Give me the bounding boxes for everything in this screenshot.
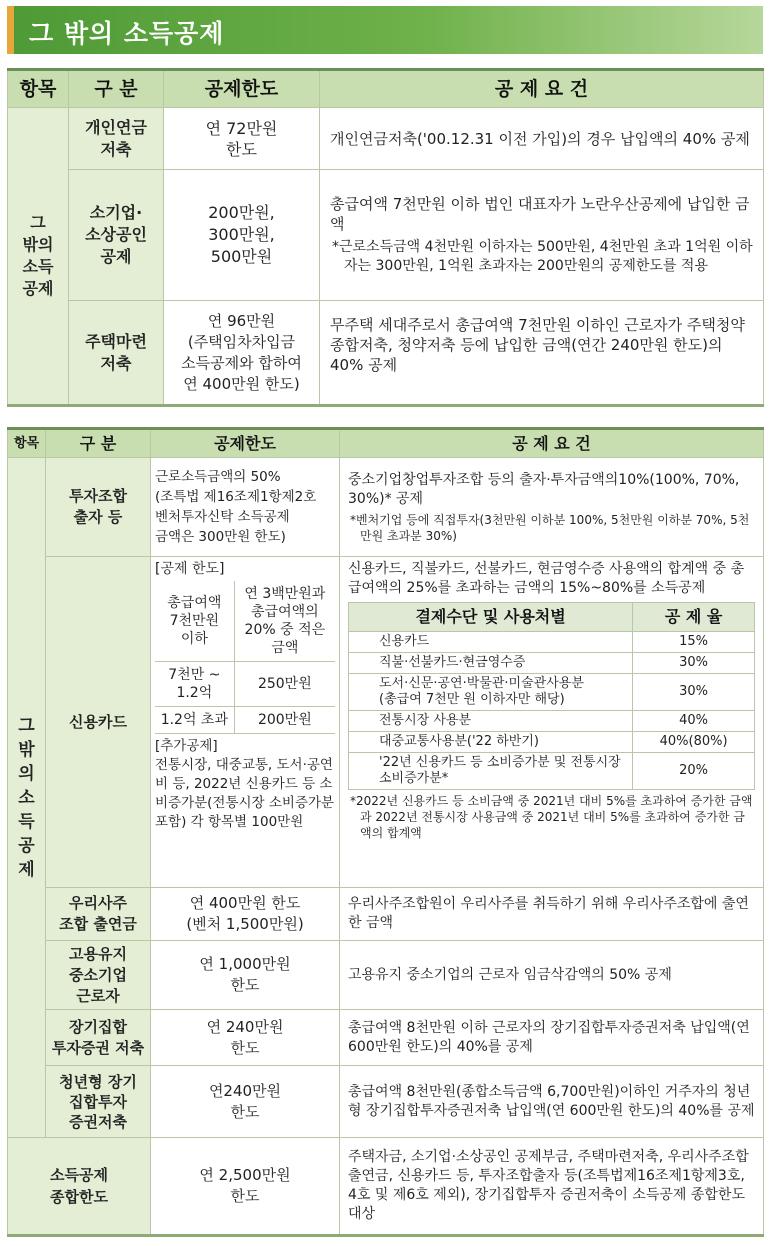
row-category: 주택마련 저축: [69, 301, 164, 406]
rate-row: [349, 753, 755, 790]
header-requirement: 공 제 요 건: [320, 70, 764, 108]
rate-row: [349, 653, 755, 674]
header-item: 항목: [8, 70, 69, 108]
row-requirement: [340, 1138, 764, 1236]
row-category: 개인연금 저축: [69, 108, 164, 170]
banner-accent: [7, 6, 14, 54]
table-row: [8, 1066, 764, 1138]
rate-header-rate: 공 제 율: [633, 603, 755, 632]
header-item: 항목: [8, 429, 46, 458]
row-limit: 연 96만원 (주택임차차입금 소득공제와 합하여 연 400만원 한도): [164, 301, 320, 406]
rate-row: [349, 632, 755, 653]
row-requirement: [340, 941, 764, 1010]
row-limit: 근로소득금액의 50% (조특법 제16조제1항제2호 벤처투자신탁 소득공제 금액은 300만원 한도): [151, 458, 340, 557]
row-requirement: [320, 108, 764, 170]
rate-value: 15%: [633, 632, 755, 653]
rate-row: [349, 732, 755, 753]
header-category: 구 분: [46, 429, 151, 458]
card-limit-row: [155, 581, 335, 662]
row-requirement: [340, 557, 764, 888]
row-limit: 연240만원 한도: [151, 1066, 340, 1138]
row-category: 소득공제 종합한도: [8, 1138, 151, 1236]
rate-value: 30%: [633, 653, 755, 674]
header-requirement: 공 제 요 건: [340, 429, 764, 458]
deduction-table-2: [7, 427, 764, 1237]
rate-header-method: 결제수단 및 사용처별: [349, 603, 633, 632]
card-limit-table: [155, 581, 335, 734]
card-limit-row: [155, 662, 335, 707]
table-header-row: [8, 70, 764, 108]
rate-method: 직불·선불카드·현금영수증: [349, 653, 633, 674]
row-category: 우리사주 조합 출연금: [46, 888, 151, 941]
table-row: [8, 301, 764, 406]
card-limit-range: 총급여액 7천만원 이하: [155, 581, 234, 662]
card-limit-row: [155, 707, 335, 734]
requirement-note: *2022년 신용카드 등 소비금액 중 2021년 대비 5%를 초과하여 증가한 금액과 2022년 전통시장 사용금액 중 2021년 대비 5%를 초과하여 증가한 금액의 합계액: [350, 794, 753, 840]
card-extra-deduction: [추가공제] 전통시장, 대중교통, 도서·공연비 등, 2022년 신용카드 등 소비증가분(전통시장 소비증가분 포함) 각 항목별 100만원: [155, 738, 335, 830]
table-row: [8, 888, 764, 941]
header-category: 구 분: [69, 70, 164, 108]
row-limit: 연 2,500만원 한도: [151, 1138, 340, 1236]
card-limit-range: 7천만 ~ 1.2억: [155, 662, 234, 707]
rate-method: '22년 신용카드 등 소비증가분 및 전통시장 소비증가분*: [349, 753, 633, 790]
row-requirement: [320, 301, 764, 406]
side-label: [8, 108, 69, 406]
requirement-text: 고용유지 중소기업의 근로자 임금삭감액의 50% 공제: [348, 966, 672, 983]
rate-value: 40%: [633, 711, 755, 732]
card-limit-amount: 연 3백만원과 총급여액의 20% 중 적은 금액: [234, 581, 335, 662]
deduction-table-1: [7, 68, 764, 407]
row-limit: 연 72만원 한도: [164, 108, 320, 170]
rate-table: [348, 602, 755, 790]
table-header-row: [8, 429, 764, 458]
row-requirement: [340, 1066, 764, 1138]
card-limit-range: 1.2억 초과: [155, 707, 234, 734]
row-category: 소기업· 소상공인 공제: [69, 170, 164, 301]
row-limit: 연 240만원 한도: [151, 1010, 340, 1066]
requirement-text: 중소기업창업투자조합 등의 출자·투자금액의10%(100%, 70%, 30%)* 공제: [348, 471, 740, 507]
row-category: 장기집합 투자증권 저축: [46, 1010, 151, 1066]
rate-method: 대중교통사용분('22 하반기): [349, 732, 633, 753]
row-requirement: [340, 458, 764, 557]
row-requirement: [340, 888, 764, 941]
rate-method: 신용카드: [349, 632, 633, 653]
side-label: [8, 458, 46, 1138]
row-category: 신용카드: [46, 557, 151, 888]
requirement-note: *벤처기업 등에 직접투자(3천만원 이하분 100%, 5천만원 이하분 70%, 5천만원 초과분 30%): [350, 512, 750, 543]
card-limit-cell: [151, 557, 340, 888]
rate-value: 20%: [633, 753, 755, 790]
table-row: [8, 557, 764, 888]
section-banner: [7, 6, 763, 54]
table-row: [8, 108, 764, 170]
table-row: [8, 458, 764, 557]
row-requirement: [320, 170, 764, 301]
rate-method: 도서·신문·공연·박물관·미술관사용분 (총급여 7천만 원 이하자만 해당): [349, 674, 633, 711]
table-row-total: [8, 1138, 764, 1236]
side-label-text: 그 밖의 소득 공제: [22, 213, 54, 298]
requirement-text: 주택자금, 소기업·소상공인 공제부금, 주택마련저축, 우리사주조합 출연금, 신용카드 등, 투자조합출자 등(조특법제16조제1항제3호, 4호 및 제6호 제외), 장기집합투자 증권저축이 소득공제 종합한도 대상: [348, 1149, 749, 1222]
row-category: 고용유지 중소기업 근로자: [46, 941, 151, 1010]
rate-row: [349, 711, 755, 732]
table-row: [8, 170, 764, 301]
header-limit: 공제한도: [151, 429, 340, 458]
card-limit-title: [공제 한도]: [155, 561, 225, 577]
rate-header-row: [349, 603, 755, 632]
header-limit: 공제한도: [164, 70, 320, 108]
requirement-text: 총급여액 7천만원 이하 법인 대표자가 노란우산공제에 납입한 금액: [330, 195, 750, 233]
side-label-text: 그 밖 의 소 득 공 제: [18, 715, 35, 880]
table-row: [8, 1010, 764, 1066]
card-limit-amount: 250만원: [234, 662, 335, 707]
card-limit-amount: 200만원: [234, 707, 335, 734]
page-title: 그 밖의 소득공제: [29, 19, 225, 48]
row-limit: 200만원, 300만원, 500만원: [164, 170, 320, 301]
requirement-text: 신용카드, 직불카드, 선불카드, 현금영수증 사용액의 합계액 중 총급여액의 25%를 초과하는 금액의 15%~80%를 소득공제: [348, 561, 745, 596]
row-category: 투자조합 출자 등: [46, 458, 151, 557]
row-limit: 연 400만원 한도 (벤처 1,500만원): [151, 888, 340, 941]
requirement-text: 우리사주조합원이 우리사주를 취득하기 위해 우리사주조합에 출연한 금액: [348, 896, 749, 931]
requirement-text: 개인연금저축('00.12.31 이전 가입)의 경우 납입액의 40% 공제: [330, 129, 750, 148]
table-row: [8, 941, 764, 1010]
rate-row: [349, 674, 755, 711]
row-requirement: [340, 1010, 764, 1066]
requirement-text: 총급여액 8천만원 이하 근로자의 장기집합투자증권저축 납입액(연 600만원 한도)의 40%를 공제: [348, 1019, 750, 1055]
rate-value: 40%(80%): [633, 732, 755, 753]
rate-value: 30%: [633, 674, 755, 711]
requirement-text: 무주택 세대주로서 총급여액 7천만원 이하인 근로자가 주택청약종합저축, 청약저축 등에 납입한 금액(연간 240만원 한도)의 40% 공제: [330, 316, 745, 374]
row-limit: 연 1,000만원 한도: [151, 941, 340, 1010]
requirement-note: *근로소득금액 4천만원 이하자는 500만원, 4천만원 초과 1억원 이하자는 300만원, 1억원 초과자는 200만원의 공제한도를 적용: [332, 239, 753, 274]
requirement-text: 총급여액 8천만원(종합소득금액 6,700만원)이하인 거주자의 청년형 장기집합투자증권저축 납입액(연 600만원 한도)의 40%를 공제: [348, 1083, 755, 1119]
rate-method: 전통시장 사용분: [349, 711, 633, 732]
row-category: 청년형 장기 집합투자 증권저축: [46, 1066, 151, 1138]
